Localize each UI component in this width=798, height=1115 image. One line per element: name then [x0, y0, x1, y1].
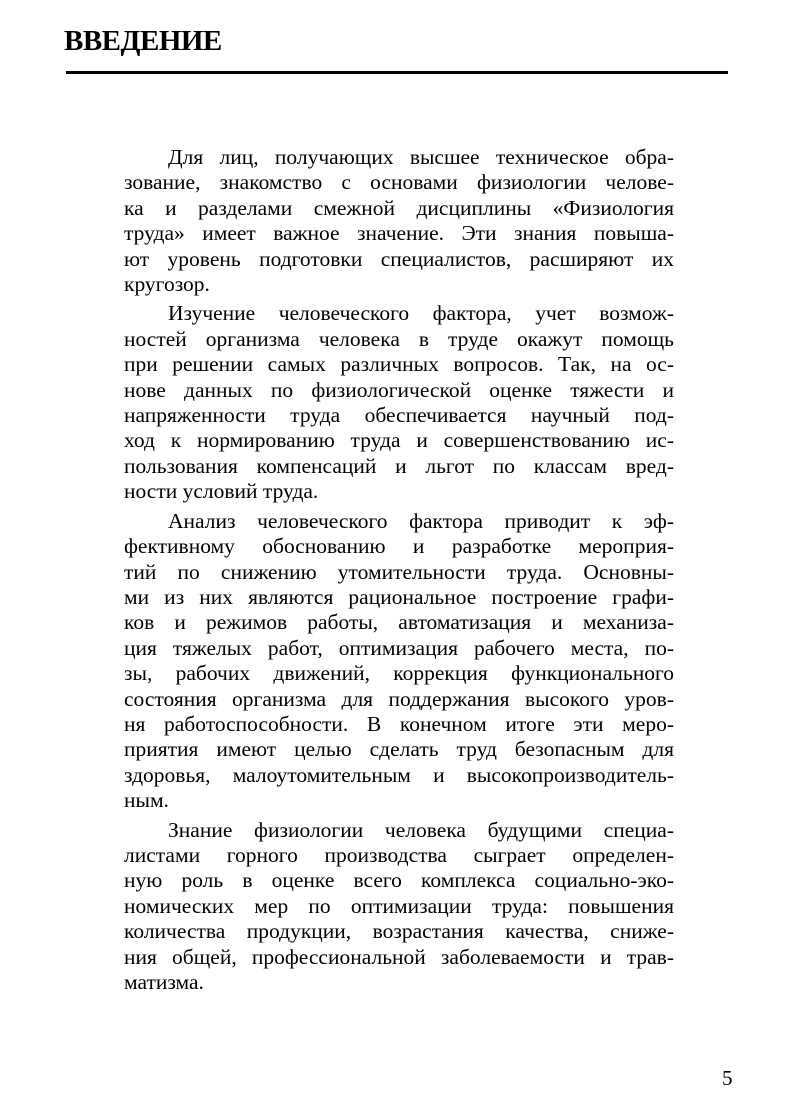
text-line: зование, знакомство с основами физиологии челове- — [124, 170, 674, 195]
text-line: матизма. — [124, 970, 204, 994]
text-line: ка и разделами смежной дисциплины «Физиология — [124, 195, 674, 220]
text-line: ход к нормированию труда и совершенствованию ис- — [124, 428, 674, 453]
text-line: ностей организма человека в труде окажут помощь — [124, 326, 674, 351]
text-line: тий по снижению утомительности труда. Основны- — [124, 559, 674, 584]
heading-underline — [66, 71, 728, 74]
text-line: напряженности труда обеспечивается научный под- — [124, 403, 674, 428]
text-line: здоровья, малоутомительным и высокопроизводитель- — [124, 762, 674, 787]
text-line: зы, рабочих движений, коррекция функционального — [124, 661, 674, 686]
text-line: количества продукции, возрастания качества, сниже- — [124, 919, 674, 944]
text-line: Знание физиологии человека будущими специа- — [168, 817, 674, 842]
text-line: Анализ человеческого фактора приводит к эф- — [168, 508, 674, 533]
section-heading: ВВЕДЕНИЕ — [64, 25, 222, 57]
text-line: ности условий труда. — [124, 479, 319, 504]
text-line: состояния организма для поддержания высокого уров- — [124, 686, 674, 711]
text-line: труда» имеет важное значение. Эти знания повыша- — [124, 221, 674, 246]
paragraph — [124, 818, 674, 996]
text-line: приятия имеют целью сделать труд безопасным для — [124, 737, 674, 762]
text-line: фективному обоснованию и разработке мероприя- — [124, 534, 674, 559]
text-line: пользования компенсаций и льгот по классам вред- — [124, 453, 674, 478]
text-line: нове данных по физиологической оценке тяжести и — [124, 377, 674, 402]
text-line: номических мер по оптимизации труда: повышения — [124, 893, 674, 918]
text-line: листами горного производства сыграет определен- — [124, 842, 674, 867]
text-line: ют уровень подготовки специалистов, расширяют их — [124, 246, 674, 271]
text-line: ми из них являются рациональное построение графи- — [124, 584, 674, 609]
text-line: ня работоспособности. В конечном итоге эти меро- — [124, 711, 674, 736]
text-line: ния общей, профессиональной заболеваемости и трав- — [124, 944, 674, 969]
text-line: Изучение человеческого фактора, учет возмож- — [168, 301, 674, 326]
text-line: ным. — [124, 788, 169, 813]
paragraph — [124, 509, 674, 814]
text-line: ков и режимов работы, автоматизация и механиза- — [124, 610, 674, 635]
page-number: 5 — [722, 1066, 733, 1090]
paragraph — [124, 301, 674, 504]
text-line: Для лиц, получающих высшее техническое обра- — [168, 145, 674, 169]
text-line: при решении самых различных вопросов. Так, на ос- — [124, 352, 674, 377]
text-line: ция тяжелых работ, оптимизация рабочего места, по- — [124, 635, 674, 660]
text-line: кругозор. — [124, 272, 210, 297]
text-line: ную роль в оценке всего комплекса социально-эко- — [124, 868, 674, 893]
body-text — [124, 145, 674, 999]
paragraph — [124, 145, 674, 297]
